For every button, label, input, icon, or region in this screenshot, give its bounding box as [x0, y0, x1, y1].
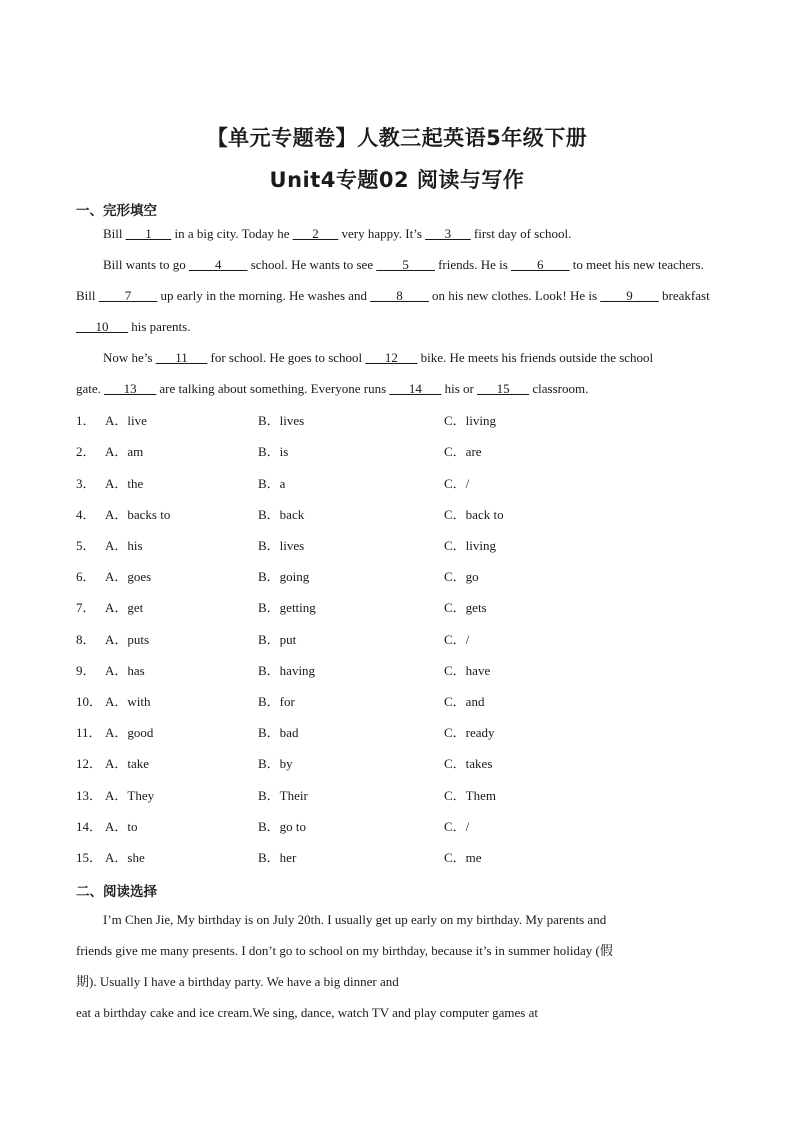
- option-b[interactable]: B．for: [258, 694, 295, 709]
- blank-5: ____5____: [376, 257, 435, 272]
- option-b[interactable]: B．getting: [258, 600, 316, 615]
- question-number: 15．: [76, 850, 103, 865]
- reading-line: 期). Usually I have a birthday party. We have a big dinner and: [76, 974, 399, 989]
- blank-14: ___14___: [389, 381, 442, 396]
- option-b[interactable]: B．her: [258, 850, 297, 865]
- blank-2: ___2___: [292, 226, 339, 241]
- option-b[interactable]: B．lives: [258, 538, 305, 553]
- option-c[interactable]: C．are: [444, 444, 482, 459]
- passage-line: Now he’s ___11___ for school. He goes to school ___12___ bike. He meets his friends outside the school: [103, 350, 654, 365]
- question-number: 3．: [76, 476, 96, 491]
- option-a[interactable]: A．am: [105, 444, 144, 459]
- option-a[interactable]: A．They: [105, 788, 155, 803]
- passage-line: Bill wants to go ____4____ school. He wants to see ____5____ friends. He is ____6____ to meet his new teachers.: [103, 257, 704, 272]
- option-b[interactable]: B．having: [258, 663, 316, 678]
- option-c[interactable]: C．Them: [444, 788, 496, 803]
- option-a[interactable]: A．get: [105, 600, 144, 615]
- option-c[interactable]: C．living: [444, 538, 497, 553]
- blank-4: ____4____: [188, 257, 248, 272]
- option-c[interactable]: C．/: [444, 819, 470, 834]
- option-c[interactable]: C．have: [444, 663, 491, 678]
- option-a[interactable]: A．she: [105, 850, 145, 865]
- option-b[interactable]: B．a: [258, 476, 286, 491]
- option-a[interactable]: A．live: [105, 413, 147, 428]
- option-c[interactable]: C．go: [444, 569, 479, 584]
- blank-12: ___12___: [365, 350, 418, 365]
- option-a[interactable]: A．has: [105, 663, 145, 678]
- question-number: 1．: [76, 413, 96, 428]
- option-a[interactable]: A．with: [105, 694, 151, 709]
- reading-line: eat a birthday cake and ice cream.We sing, dance, watch TV and play computer games at: [76, 1005, 538, 1020]
- blank-1: ___1___: [125, 226, 172, 241]
- option-c[interactable]: C．takes: [444, 756, 493, 771]
- reading-line: I’m Chen Jie, My birthday is on July 20th. I usually get up early on my birthday. My parents and: [103, 912, 607, 927]
- option-b[interactable]: B．back: [258, 507, 305, 522]
- reading-line: friends give me many presents. I don’t go to school on my birthday, because it’s in summer holiday (假: [76, 943, 613, 958]
- question-number: 14．: [76, 819, 103, 834]
- passage-line: ___10___ his parents.: [76, 319, 191, 334]
- blank-3: ___3___: [425, 226, 471, 241]
- section-heading-reading: 二、阅读选择: [76, 884, 157, 900]
- option-c[interactable]: C．/: [444, 632, 470, 647]
- blank-11: ___11___: [155, 350, 208, 365]
- option-a[interactable]: A．to: [105, 819, 138, 834]
- blank-7: ____7____: [98, 288, 158, 303]
- option-b[interactable]: B．Their: [258, 788, 308, 803]
- option-b[interactable]: B．go to: [258, 819, 307, 834]
- option-a[interactable]: A．take: [105, 756, 150, 771]
- option-b[interactable]: B．bad: [258, 725, 299, 740]
- blank-15: ___15___: [477, 381, 530, 396]
- option-a[interactable]: A．his: [105, 538, 143, 553]
- section-heading-cloze: 一、完形填空: [76, 203, 157, 219]
- passage-line: Bill ____7____ up early in the morning. He washes and ____8____ on his new clothes. Look! He is ____9____ breakfast: [76, 288, 710, 303]
- option-b[interactable]: B．is: [258, 444, 289, 459]
- option-b[interactable]: B．put: [258, 632, 297, 647]
- blank-9: ____9____: [600, 288, 659, 303]
- option-a[interactable]: A．the: [105, 476, 144, 491]
- question-number: 4．: [76, 507, 96, 522]
- option-b[interactable]: B．going: [258, 569, 310, 584]
- question-number: 2．: [76, 444, 96, 459]
- passage-line: Bill ___1___ in a big city. Today he ___2___ very happy. It’s ___3___ first day of school.: [103, 226, 572, 241]
- blank-10: ___10___: [76, 319, 128, 334]
- option-c[interactable]: C．back to: [444, 507, 504, 522]
- page-title: 【单元专题卷】人教三起英语5年级下册: [206, 126, 588, 150]
- option-c[interactable]: C．gets: [444, 600, 487, 615]
- question-number: 12．: [76, 756, 103, 771]
- option-b[interactable]: B．by: [258, 756, 293, 771]
- option-c[interactable]: C．/: [444, 476, 470, 491]
- question-number: 5．: [76, 538, 96, 553]
- question-number: 7．: [76, 600, 96, 615]
- question-number: 9．: [76, 663, 96, 678]
- option-a[interactable]: A．good: [105, 725, 154, 740]
- option-c[interactable]: C．and: [444, 694, 485, 709]
- blank-6: ____6____: [511, 257, 570, 272]
- question-number: 8．: [76, 632, 96, 647]
- question-number: 13．: [76, 788, 103, 803]
- question-number: 11．: [76, 725, 102, 740]
- option-a[interactable]: A．backs to: [105, 507, 171, 522]
- page-subtitle: Unit4专题02 阅读与写作: [269, 168, 525, 192]
- option-c[interactable]: C．living: [444, 413, 497, 428]
- question-number: 10．: [76, 694, 103, 709]
- question-number: 6．: [76, 569, 96, 584]
- blank-8: ____8____: [370, 288, 429, 303]
- blank-13: ___13___: [104, 381, 157, 396]
- option-a[interactable]: A．goes: [105, 569, 152, 584]
- option-b[interactable]: B．lives: [258, 413, 305, 428]
- passage-line: gate. ___13___ are talking about something. Everyone runs ___14___ his or ___15___ classroom.: [76, 381, 589, 396]
- option-c[interactable]: C．me: [444, 850, 482, 865]
- option-a[interactable]: A．puts: [105, 632, 150, 647]
- option-c[interactable]: C．ready: [444, 725, 495, 740]
